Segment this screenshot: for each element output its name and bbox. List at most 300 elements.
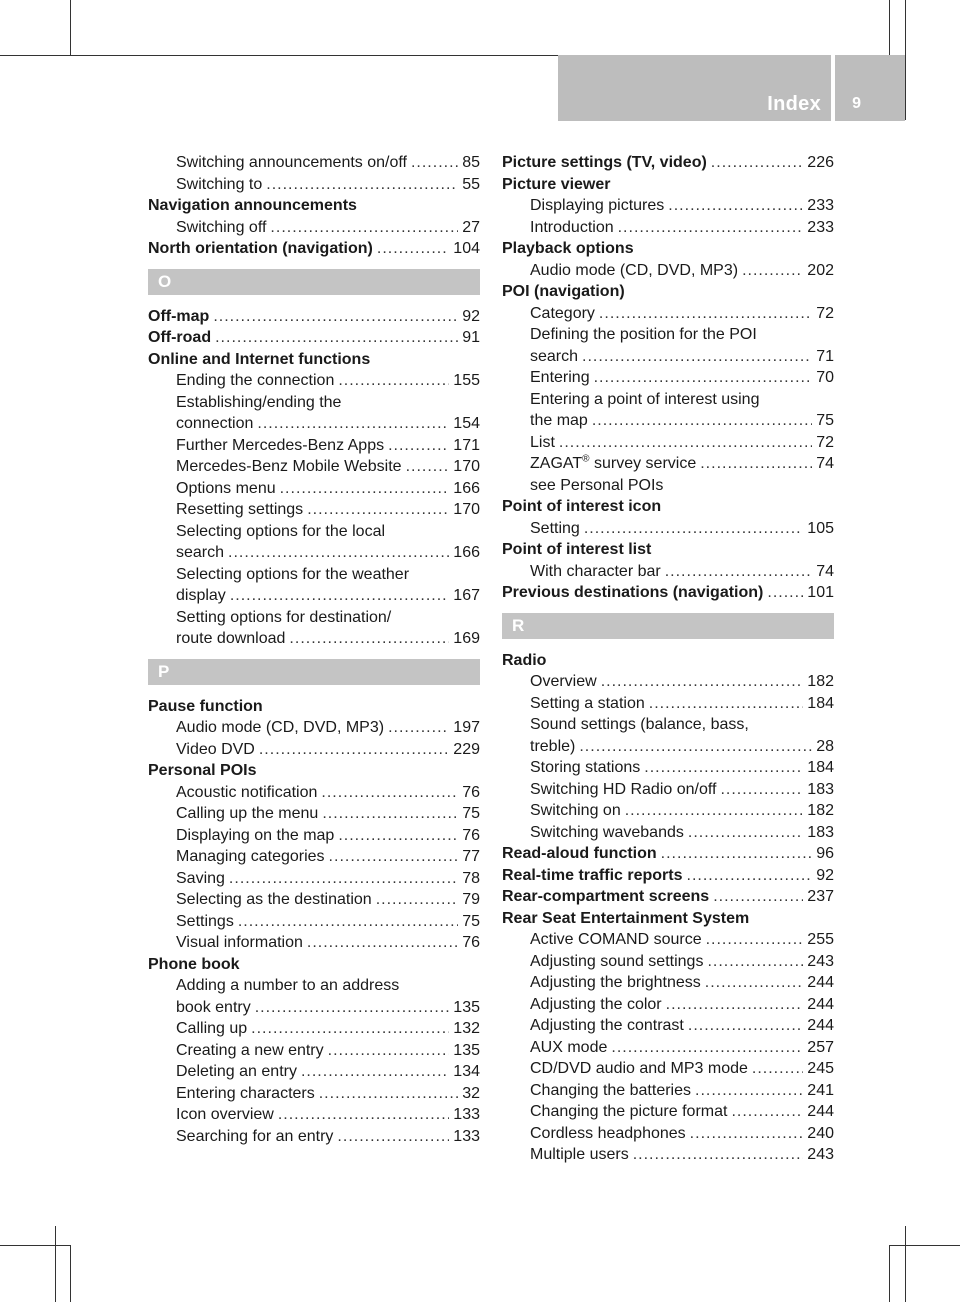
entry-text: North orientation (navigation) bbox=[148, 240, 373, 257]
dot-leader bbox=[289, 628, 449, 650]
page-ref[interactable]: 233 bbox=[807, 218, 834, 236]
entry-text: Adjusting the brightness bbox=[530, 974, 701, 991]
entry-text: Picture settings (TV, video) bbox=[502, 154, 707, 171]
dot-leader bbox=[707, 951, 803, 973]
page-ref[interactable]: 240 bbox=[807, 1124, 834, 1142]
page-ref[interactable]: 72 bbox=[816, 304, 834, 322]
dot-leader bbox=[711, 152, 804, 174]
index-entry[interactable] bbox=[148, 174, 480, 196]
dot-leader bbox=[329, 846, 459, 868]
entry-text: Entering characters bbox=[176, 1084, 315, 1102]
entry-text: Saving bbox=[176, 869, 225, 887]
index-entry[interactable] bbox=[148, 542, 480, 564]
entry-text: Entering a point of interest using bbox=[530, 390, 760, 408]
page-ref[interactable]: 244 bbox=[807, 974, 834, 991]
dot-leader bbox=[388, 435, 449, 457]
page-ref[interactable]: 104 bbox=[453, 240, 480, 257]
index-entry[interactable] bbox=[502, 1123, 834, 1145]
page-ref[interactable]: 182 bbox=[807, 802, 834, 819]
dot-leader bbox=[688, 1015, 803, 1037]
page-ref[interactable]: 27 bbox=[462, 218, 480, 236]
index-entry[interactable] bbox=[502, 561, 834, 583]
page-ref[interactable]: 184 bbox=[807, 759, 834, 776]
dot-leader bbox=[690, 1123, 804, 1145]
page-ref[interactable]: 257 bbox=[807, 1038, 834, 1056]
dot-leader bbox=[625, 800, 804, 822]
dot-leader bbox=[377, 238, 449, 260]
entry-text: Introduction bbox=[530, 218, 614, 236]
page-ref[interactable]: 166 bbox=[453, 544, 480, 561]
entry-text: Changing the picture format bbox=[530, 1103, 728, 1120]
index-entry[interactable] bbox=[148, 217, 480, 239]
index-heading[interactable] bbox=[502, 865, 834, 887]
index-entry[interactable] bbox=[502, 693, 834, 715]
entry-text: Adjusting sound settings bbox=[530, 952, 704, 970]
index-entry[interactable] bbox=[502, 671, 834, 693]
entry-text: Overview bbox=[530, 673, 597, 690]
index-entry[interactable] bbox=[148, 585, 480, 607]
entry-text: Displaying on the map bbox=[176, 826, 335, 844]
index-entry[interactable] bbox=[502, 929, 834, 951]
index-entry[interactable] bbox=[502, 757, 834, 779]
entry-text: Settings bbox=[176, 912, 234, 930]
page-ref[interactable]: 184 bbox=[807, 694, 834, 712]
crop-mark bbox=[889, 1245, 890, 1302]
entry-text: Switching HD Radio on/off bbox=[530, 780, 717, 798]
index-heading[interactable] bbox=[502, 843, 834, 865]
entry-text: List bbox=[530, 433, 555, 451]
page-ref[interactable]: 243 bbox=[807, 1146, 834, 1163]
dot-leader bbox=[328, 1040, 450, 1062]
page-ref[interactable]: 78 bbox=[462, 869, 480, 887]
index-entry[interactable] bbox=[148, 628, 480, 650]
index-entry[interactable] bbox=[502, 1080, 834, 1102]
index-entry[interactable] bbox=[148, 1083, 480, 1105]
index-entry[interactable] bbox=[148, 825, 480, 847]
dot-leader bbox=[322, 803, 458, 825]
page-ref[interactable]: 233 bbox=[807, 197, 834, 214]
dot-leader bbox=[229, 868, 458, 890]
dot-leader bbox=[618, 217, 804, 239]
page-ref[interactable]: 197 bbox=[453, 719, 480, 736]
dot-leader bbox=[270, 217, 458, 239]
index-heading bbox=[502, 496, 834, 518]
entry-text: Calling up bbox=[176, 1020, 248, 1037]
index-heading bbox=[148, 760, 480, 782]
page-ref[interactable]: 202 bbox=[807, 261, 834, 279]
crop-mark bbox=[70, 1245, 71, 1302]
entry-text: Visual information bbox=[176, 934, 303, 951]
dot-leader bbox=[601, 671, 804, 693]
index-entry bbox=[148, 521, 480, 543]
dot-leader bbox=[266, 174, 458, 196]
index-heading bbox=[148, 954, 480, 976]
index-entry[interactable] bbox=[148, 997, 480, 1019]
index-entry bbox=[502, 389, 834, 411]
page-number: 9 bbox=[852, 95, 861, 112]
dot-leader bbox=[599, 303, 812, 325]
crop-mark bbox=[889, 0, 890, 55]
dot-leader bbox=[706, 929, 804, 951]
dot-leader bbox=[559, 432, 812, 454]
page-ref[interactable]: 135 bbox=[453, 1041, 480, 1059]
index-heading bbox=[148, 696, 480, 718]
index-entry bbox=[502, 475, 834, 497]
entry-text: Setting bbox=[530, 519, 580, 537]
entry-text: search bbox=[530, 347, 579, 365]
index-entry[interactable] bbox=[148, 868, 480, 890]
entry-text: Audio mode (CD, DVD, MP3) bbox=[176, 719, 385, 736]
entry-text: Sound settings (balance, bass, bbox=[530, 716, 749, 733]
index-entry[interactable] bbox=[502, 518, 834, 540]
index-entry[interactable] bbox=[148, 1104, 480, 1126]
entry-text: Adjusting the color bbox=[530, 995, 662, 1013]
entry-text: display bbox=[176, 587, 226, 604]
dot-leader bbox=[687, 865, 813, 887]
index-entry[interactable] bbox=[148, 1126, 480, 1148]
page-ref[interactable]: 171 bbox=[453, 436, 480, 454]
index-entry bbox=[502, 714, 834, 736]
dot-leader bbox=[388, 717, 449, 739]
page-ref[interactable]: 133 bbox=[453, 1106, 480, 1123]
entry-text: Switching announcements on/off bbox=[176, 154, 407, 171]
page-ref[interactable]: 76 bbox=[462, 783, 480, 801]
index-entry[interactable] bbox=[502, 1144, 834, 1166]
page-ref[interactable]: 134 bbox=[453, 1063, 480, 1080]
entry-text: Personal POIs bbox=[148, 762, 257, 779]
dot-leader bbox=[319, 1083, 458, 1105]
index-entry bbox=[148, 975, 480, 997]
entry-text: Point of interest icon bbox=[502, 498, 662, 515]
index-entry bbox=[148, 564, 480, 586]
page-ref[interactable]: 245 bbox=[807, 1060, 834, 1077]
entry-text: Selecting as the destination bbox=[176, 891, 372, 908]
index-entry[interactable] bbox=[148, 846, 480, 868]
entry-text: Active COMAND source bbox=[530, 931, 702, 948]
entry-text: Further Mercedes-Benz Apps bbox=[176, 436, 385, 454]
page-ref[interactable]: 155 bbox=[453, 372, 480, 389]
entry-text: Read-aloud function bbox=[502, 845, 657, 862]
dot-leader bbox=[215, 327, 458, 349]
entry-text: CD/DVD audio and MP3 mode bbox=[530, 1060, 748, 1077]
dot-leader bbox=[251, 1018, 449, 1040]
page-ref[interactable]: 255 bbox=[807, 931, 834, 948]
entry-text: Off-map bbox=[148, 307, 210, 325]
page-ref[interactable]: 72 bbox=[816, 433, 834, 451]
index-entry[interactable] bbox=[148, 456, 480, 478]
dot-leader bbox=[307, 932, 458, 954]
page-ref[interactable]: 79 bbox=[462, 891, 480, 908]
entry-text: Entering bbox=[530, 369, 590, 386]
dot-leader bbox=[700, 453, 812, 475]
entry-text: see Personal POIs bbox=[530, 476, 664, 494]
entry-text: Category bbox=[530, 304, 595, 322]
entry-text: Online and Internet functions bbox=[148, 350, 371, 368]
index-entry[interactable] bbox=[502, 779, 834, 801]
page-ref[interactable]: 91 bbox=[462, 329, 480, 346]
page-ref[interactable]: 170 bbox=[453, 501, 480, 518]
page-ref[interactable]: 74 bbox=[816, 562, 834, 580]
dot-leader bbox=[238, 911, 458, 933]
page-ref[interactable]: 133 bbox=[453, 1127, 480, 1145]
dot-leader bbox=[705, 972, 804, 994]
entry-text: book entry bbox=[176, 998, 251, 1016]
entry-text: search bbox=[176, 544, 225, 561]
dot-leader bbox=[695, 1080, 803, 1102]
index-entry[interactable] bbox=[502, 1037, 834, 1059]
index-entry[interactable] bbox=[502, 260, 834, 282]
entry-text: Acoustic notification bbox=[176, 783, 318, 801]
crop-mark bbox=[905, 1226, 906, 1302]
dot-leader bbox=[280, 478, 450, 500]
dot-leader bbox=[338, 370, 449, 392]
index-entry[interactable] bbox=[148, 782, 480, 804]
index-heading[interactable] bbox=[148, 306, 480, 328]
index-entry[interactable] bbox=[502, 367, 834, 389]
index-heading bbox=[502, 238, 834, 260]
page-ref[interactable]: 183 bbox=[807, 823, 834, 841]
entry-text: Defining the position for the POI bbox=[530, 326, 757, 343]
page-ref[interactable]: 70 bbox=[816, 369, 834, 386]
entry-text: Cordless headphones bbox=[530, 1124, 686, 1142]
entry-text: Resetting settings bbox=[176, 501, 304, 518]
index-entry bbox=[502, 324, 834, 346]
page-ref[interactable]: 75 bbox=[816, 412, 834, 429]
dot-leader bbox=[338, 825, 458, 847]
index-column-right bbox=[502, 152, 834, 1166]
page-ref[interactable]: 76 bbox=[462, 826, 480, 844]
header-title: Index bbox=[767, 93, 821, 115]
entry-text: treble) bbox=[530, 737, 576, 755]
dot-leader bbox=[337, 1126, 449, 1148]
entry-text: Real-time traffic reports bbox=[502, 866, 683, 884]
entry-text: Picture viewer bbox=[502, 175, 611, 193]
entry-text: Ending the connection bbox=[176, 372, 335, 389]
entry-text: Searching for an entry bbox=[176, 1127, 334, 1145]
index-entry[interactable] bbox=[148, 413, 480, 435]
page-ref[interactable]: 55 bbox=[462, 175, 480, 193]
entry-text: Displaying pictures bbox=[530, 197, 665, 214]
index-heading bbox=[502, 539, 834, 561]
page-ref[interactable]: 237 bbox=[807, 888, 834, 905]
entry-text: Phone book bbox=[148, 955, 240, 973]
index-entry bbox=[148, 607, 480, 629]
page-ref[interactable]: 71 bbox=[816, 347, 834, 365]
index-heading bbox=[502, 908, 834, 930]
dot-leader bbox=[594, 367, 813, 389]
header-divider bbox=[831, 55, 835, 121]
page-ref[interactable]: 183 bbox=[807, 780, 834, 798]
page-ref[interactable]: 85 bbox=[462, 154, 480, 171]
dot-leader bbox=[611, 1037, 803, 1059]
index-heading bbox=[502, 281, 834, 303]
page-ref[interactable]: 170 bbox=[453, 458, 480, 475]
dot-leader bbox=[257, 413, 449, 435]
index-entry[interactable] bbox=[148, 499, 480, 521]
entry-text: Playback options bbox=[502, 240, 634, 257]
entry-text: Establishing/ending the bbox=[176, 393, 342, 411]
page-ref[interactable]: 75 bbox=[462, 912, 480, 930]
page-ref[interactable]: 243 bbox=[807, 952, 834, 970]
entry-text: Switching on bbox=[530, 802, 621, 819]
dot-leader bbox=[321, 782, 458, 804]
page-ref[interactable]: 76 bbox=[462, 934, 480, 951]
index-entry[interactable] bbox=[148, 717, 480, 739]
index-entry[interactable] bbox=[502, 800, 834, 822]
page-ref[interactable]: 166 bbox=[453, 479, 480, 497]
page-ref[interactable]: 135 bbox=[453, 998, 480, 1016]
page-ref[interactable]: 92 bbox=[462, 307, 480, 325]
dot-leader bbox=[742, 260, 803, 282]
entry-text: Rear Seat Entertainment System bbox=[502, 909, 750, 927]
index-entry bbox=[148, 392, 480, 414]
index-entry[interactable] bbox=[148, 1061, 480, 1083]
entry-text: connection bbox=[176, 415, 254, 432]
dot-leader bbox=[633, 1144, 804, 1166]
entry-text: Options menu bbox=[176, 479, 276, 497]
index-entry[interactable] bbox=[502, 736, 834, 758]
entry-text: Pause function bbox=[148, 697, 263, 715]
entry-text: Changing the batteries bbox=[530, 1081, 691, 1099]
dot-leader bbox=[665, 561, 812, 583]
crop-mark bbox=[889, 1245, 960, 1246]
index-entry[interactable] bbox=[502, 822, 834, 844]
index-entry[interactable] bbox=[148, 1018, 480, 1040]
page-ref[interactable]: 101 bbox=[807, 584, 834, 601]
page-ref[interactable]: 154 bbox=[453, 415, 480, 432]
index-entry[interactable] bbox=[502, 994, 834, 1016]
page-ref[interactable]: 241 bbox=[807, 1081, 834, 1099]
index-heading[interactable] bbox=[148, 327, 480, 349]
page-ref[interactable]: 226 bbox=[807, 154, 834, 171]
index-heading[interactable] bbox=[502, 152, 834, 174]
index-entry[interactable] bbox=[502, 1015, 834, 1037]
index-entry[interactable] bbox=[502, 1101, 834, 1123]
dot-leader bbox=[644, 757, 803, 779]
index-entry[interactable] bbox=[148, 911, 480, 933]
index-entry[interactable] bbox=[148, 478, 480, 500]
index-entry[interactable] bbox=[148, 435, 480, 457]
entry-text: Switching wavebands bbox=[530, 823, 684, 841]
index-entry[interactable] bbox=[502, 1058, 834, 1080]
entry-text: POI (navigation) bbox=[502, 283, 625, 300]
dot-leader bbox=[752, 1058, 803, 1080]
entry-text: Radio bbox=[502, 651, 547, 669]
page-ref[interactable]: 132 bbox=[453, 1020, 480, 1037]
dot-leader bbox=[230, 585, 449, 607]
page-header bbox=[558, 55, 905, 121]
page-ref[interactable]: 75 bbox=[462, 805, 480, 822]
entry-text: Setting a station bbox=[530, 694, 645, 712]
dot-leader bbox=[720, 779, 803, 801]
entry-text: Mercedes-Benz Mobile Website bbox=[176, 458, 402, 475]
entry-text: Creating a new entry bbox=[176, 1041, 324, 1059]
index-entry[interactable] bbox=[502, 410, 834, 432]
page-ref[interactable]: 244 bbox=[807, 1017, 834, 1034]
page-ref[interactable]: 229 bbox=[453, 740, 480, 758]
page-ref[interactable]: 77 bbox=[462, 848, 480, 865]
dot-leader bbox=[307, 499, 449, 521]
entry-text: Deleting an entry bbox=[176, 1063, 297, 1080]
dot-leader bbox=[579, 736, 812, 758]
page-ref[interactable]: 169 bbox=[453, 630, 480, 647]
section-letter: O bbox=[148, 269, 480, 295]
entry-text: route download bbox=[176, 630, 286, 647]
index-entry[interactable] bbox=[148, 889, 480, 911]
page-ref[interactable]: 167 bbox=[453, 587, 480, 604]
index-entry[interactable] bbox=[148, 1040, 480, 1062]
dot-leader bbox=[592, 410, 812, 432]
dot-leader bbox=[301, 1061, 449, 1083]
index-heading bbox=[148, 349, 480, 371]
index-entry[interactable] bbox=[502, 303, 834, 325]
index-entry[interactable] bbox=[502, 972, 834, 994]
page-ref[interactable]: 244 bbox=[807, 995, 834, 1013]
dot-leader bbox=[767, 582, 803, 604]
entry-text: the map bbox=[530, 412, 588, 429]
entry-text: Previous destinations (navigation) bbox=[502, 584, 764, 601]
dot-leader bbox=[688, 822, 803, 844]
index-entry[interactable] bbox=[502, 346, 834, 368]
index-heading bbox=[148, 195, 480, 217]
index-entry[interactable] bbox=[502, 453, 834, 475]
page-ref[interactable]: 244 bbox=[807, 1103, 834, 1120]
index-heading[interactable] bbox=[502, 582, 834, 604]
entry-text: Calling up the menu bbox=[176, 805, 319, 822]
entry-text: Navigation announcements bbox=[148, 197, 357, 214]
index-heading[interactable] bbox=[148, 238, 480, 260]
index-entry[interactable] bbox=[148, 370, 480, 392]
index-entry[interactable] bbox=[502, 217, 834, 239]
entry-text: Adding a number to an address bbox=[176, 977, 400, 994]
index-entry[interactable] bbox=[148, 803, 480, 825]
dot-leader bbox=[666, 994, 804, 1016]
entry-text: Point of interest list bbox=[502, 541, 652, 558]
page-ref[interactable]: 96 bbox=[816, 845, 834, 862]
index-entry[interactable] bbox=[502, 195, 834, 217]
entry-text: Multiple users bbox=[530, 1146, 629, 1163]
entry-text: With character bar bbox=[530, 562, 661, 580]
index-heading[interactable] bbox=[502, 886, 834, 908]
index-entry[interactable] bbox=[502, 432, 834, 454]
entry-text: Adjusting the contrast bbox=[530, 1017, 684, 1034]
dot-leader bbox=[649, 693, 804, 715]
page-ref[interactable]: 74 bbox=[816, 455, 834, 472]
page-ref[interactable]: 32 bbox=[462, 1084, 480, 1102]
dot-leader bbox=[228, 542, 449, 564]
dot-leader bbox=[255, 997, 450, 1019]
dot-leader bbox=[278, 1104, 449, 1126]
entry-text: Switching to bbox=[176, 175, 263, 193]
entry-text: Storing stations bbox=[530, 759, 641, 776]
page-ref[interactable]: 105 bbox=[807, 519, 834, 537]
index-entry[interactable] bbox=[148, 932, 480, 954]
page-ref[interactable]: 92 bbox=[816, 866, 834, 884]
index-entry[interactable] bbox=[502, 951, 834, 973]
crop-mark bbox=[70, 0, 71, 55]
entry-text: Icon overview bbox=[176, 1106, 274, 1123]
entry-text: Audio mode (CD, DVD, MP3) bbox=[530, 261, 739, 279]
page-ref[interactable]: 182 bbox=[807, 673, 834, 690]
entry-text: Off-road bbox=[148, 329, 212, 346]
page-ref[interactable]: 28 bbox=[816, 737, 834, 755]
entry-text: ZAGAT® survey service bbox=[530, 453, 697, 472]
index-entry[interactable] bbox=[148, 739, 480, 761]
entry-text: Switching off bbox=[176, 218, 267, 236]
crop-mark bbox=[905, 0, 906, 120]
index-heading bbox=[502, 174, 834, 196]
index-entry[interactable] bbox=[148, 152, 480, 174]
